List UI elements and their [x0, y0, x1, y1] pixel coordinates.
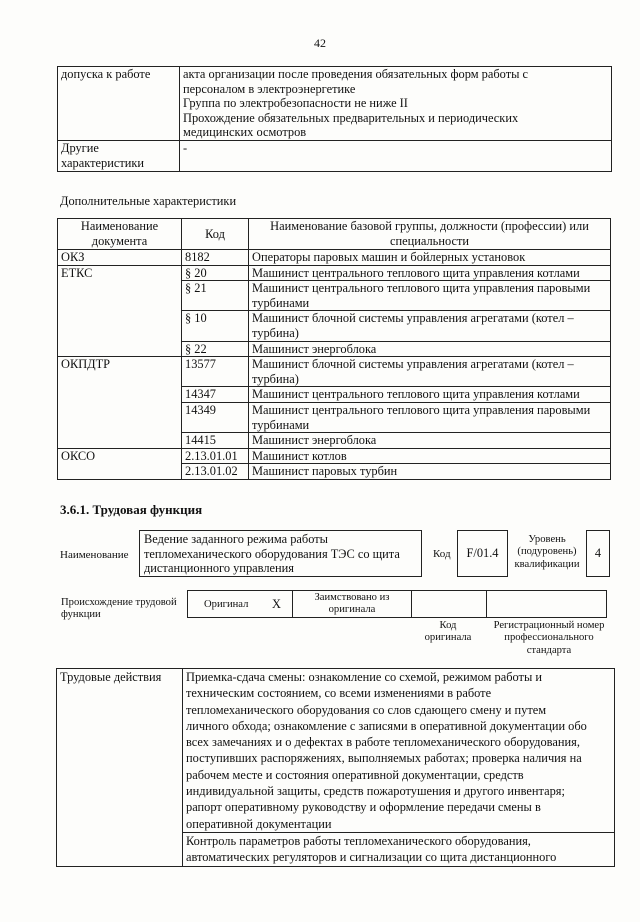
divider: [486, 590, 487, 618]
text-line: профессионального: [504, 632, 594, 644]
borrowed-label: [293, 592, 411, 617]
level-value-box: 4: [586, 530, 610, 577]
function-name-box: [139, 530, 422, 577]
cell-code: § 20: [182, 265, 249, 281]
origin-box: [187, 590, 607, 618]
cell-code: 8182: [182, 250, 249, 266]
table-row: [58, 250, 611, 266]
text-line: стандарта: [526, 644, 572, 656]
function-code-box: F/01.4: [457, 530, 508, 577]
actions-label: Трудовые действия: [57, 669, 183, 867]
origin-label: [61, 597, 177, 622]
row-label: допуска к работе: [58, 67, 180, 141]
cell-name: Операторы паровых машин и бойлерных установок: [249, 250, 611, 266]
cell-code: § 22: [182, 341, 249, 357]
text-line: личного обхода; ознакомление с записями в оперативной документации обо: [186, 718, 587, 733]
cell-name: Машинист центрального теплового щита управления котлами: [249, 265, 611, 281]
text-line: квалификации: [514, 558, 580, 570]
page-number: 42: [314, 36, 326, 50]
text-line: всех замечаниях и о дефектах в работе тепломеханического оборудования,: [186, 735, 580, 750]
text-line: автоматических регуляторов и сигнализации со щита дистанционного: [186, 850, 557, 865]
cell-code: 2.13.01.01: [182, 448, 249, 464]
row-value: -: [180, 140, 612, 171]
table-row: [58, 140, 612, 171]
cell-doc: ОКСО: [58, 448, 182, 479]
row-value: [180, 67, 612, 141]
cell-name: Машинист блочной системы управления агрегатами (котел – турбина): [249, 311, 611, 341]
text-line: оригинала: [424, 632, 472, 644]
action-item: [183, 832, 615, 866]
divider: [411, 590, 412, 618]
action-item: [183, 669, 615, 833]
name-label: Наименование: [60, 549, 129, 561]
text-line: Ведение заданного режима работы: [144, 532, 328, 546]
cell-name: Машинист центрального теплового щита управления котлами: [249, 387, 611, 403]
text-line: Уровень: [528, 534, 566, 545]
cell-doc: ОКПДТР: [58, 357, 182, 449]
text-line: Регистрационный номер: [493, 620, 605, 631]
text-line: (подуровень): [517, 546, 577, 558]
text-line: Происхождение трудовой: [61, 597, 177, 608]
table-row: [58, 448, 611, 464]
column-header: Наименование документа: [58, 219, 182, 250]
cell-name: Машинист центрального теплового щита управления паровыми турбинами: [249, 281, 611, 311]
cell-name: Машинист центрального теплового щита управления паровыми турбинами: [249, 402, 611, 432]
table-row: [58, 265, 611, 281]
classification-table: [57, 218, 611, 480]
cell-name: Машинист блочной системы управления агрегатами (котел – турбина): [249, 357, 611, 387]
cell-code: 14347: [182, 387, 249, 403]
text-line: Код: [439, 620, 457, 631]
cell-doc: ЕТКС: [58, 265, 182, 357]
cell-code: 13577: [182, 357, 249, 387]
actions-table: [56, 668, 615, 867]
text-line: Приемка-сдача смены: ознакомление со схемой, режимом работы и: [186, 670, 542, 684]
cell-name: Машинист энергоблока: [249, 433, 611, 449]
original-mark: X: [272, 597, 281, 611]
cell-doc: ОКЗ: [58, 250, 182, 266]
text-line: Группа по электробезопасности не ниже II: [183, 96, 408, 111]
code-label: Код: [433, 548, 451, 560]
text-line: оперативной документации: [186, 816, 332, 831]
cell-name: Машинист котлов: [249, 448, 611, 464]
text-line: Прохождение обязательных предварительных и периодических: [183, 110, 519, 125]
cell-code: 2.13.01.02: [182, 464, 249, 480]
text-line: персоналом в электроэнергетике: [183, 81, 356, 96]
text-line: медицинских осмотров: [183, 125, 307, 140]
cell-code: 14349: [182, 402, 249, 432]
level-label: [510, 534, 584, 571]
extra-heading: Дополнительные характеристики: [60, 194, 237, 208]
original-label: Оригинал: [204, 599, 249, 610]
cell-code: § 10: [182, 311, 249, 341]
text-line: поступивших распоряжениях, выполняемых работах; проверка наличия на: [186, 751, 582, 766]
qualification-table: [57, 66, 612, 172]
text-line: техническим состоянием, со всеми изменениями в работе: [186, 686, 492, 701]
text-line: рапорт оперативному руководству и оформление передачи смены в: [186, 800, 541, 815]
cell-name: Машинист энергоблока: [249, 341, 611, 357]
column-header: Код: [182, 219, 249, 250]
reg-caption: [488, 620, 610, 657]
text-line: тепломеханического оборудования ТЭС со щита: [144, 546, 400, 561]
code-caption: [411, 620, 485, 645]
column-header: Наименование базовой группы, должности (профессии) или специальности: [249, 219, 611, 250]
cell-code: § 21: [182, 281, 249, 311]
cell-code: 14415: [182, 433, 249, 449]
text-line: оригинала: [328, 604, 376, 616]
row-label: Другие характеристики: [58, 140, 180, 171]
cell-name: Машинист паровых турбин: [249, 464, 611, 480]
text-line: Контроль параметров работы тепломеханического оборудования,: [186, 833, 531, 848]
table-row: [58, 357, 611, 387]
table-row: [58, 67, 612, 141]
text-line: функции: [61, 609, 101, 621]
table-header-row: [58, 219, 611, 250]
text-line: акта организации после проведения обязательных форм работы с: [183, 67, 529, 81]
table-row: [57, 669, 615, 833]
section-heading: 3.6.1. Трудовая функция: [60, 502, 203, 517]
text-line: рабочем месте и состояния оперативной документации, средств: [186, 767, 524, 782]
text-line: индивидуальной защиты, средств пожаротушения и другого инвентаря;: [186, 784, 565, 799]
text-line: дистанционного управления: [144, 561, 294, 576]
text-line: тепломеханического оборудования со слов сдающего смену и путем: [186, 702, 547, 717]
text-line: Заимствовано из: [314, 592, 390, 603]
